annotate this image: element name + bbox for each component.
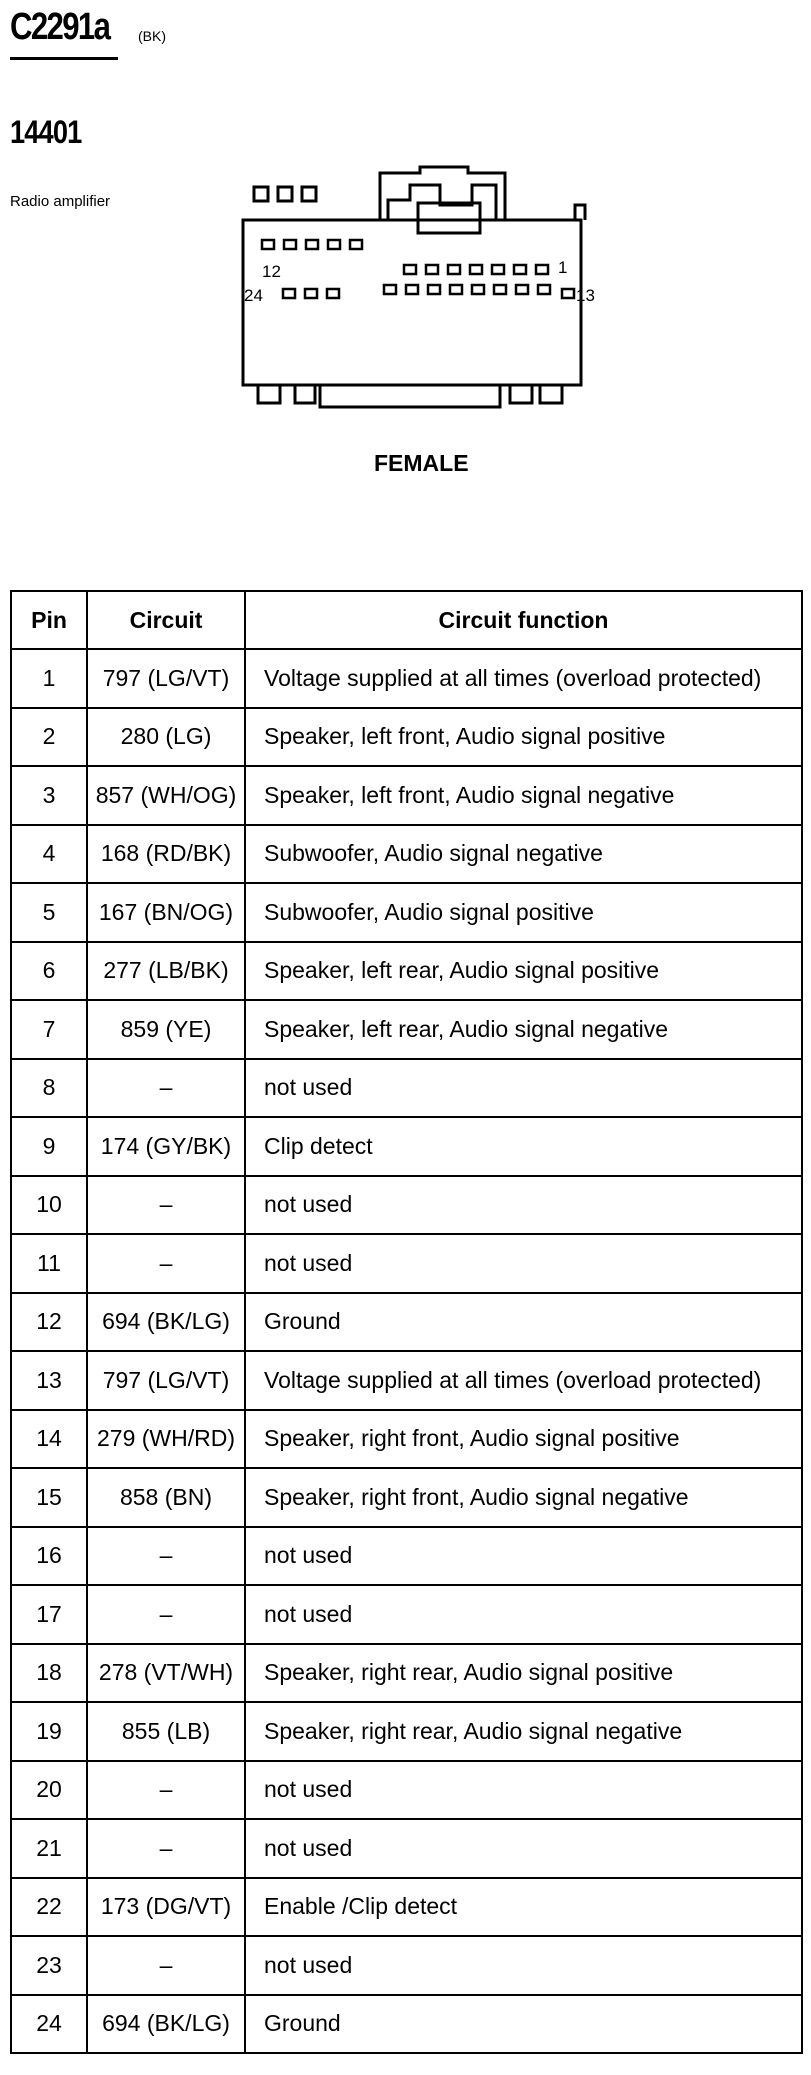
gender-label: FEMALE — [374, 450, 469, 476]
function-cell: Speaker, left front, Audio signal positive — [245, 708, 802, 767]
circuit-cell: – — [87, 1936, 245, 1995]
top-tab — [278, 187, 292, 201]
bottom-tab — [295, 385, 315, 403]
function-cell: not used — [245, 1761, 802, 1820]
cavity-group-upper-left — [262, 240, 362, 249]
circuit-cell: 858 (BN) — [87, 1468, 245, 1527]
circuit-cell: 278 (VT/WH) — [87, 1644, 245, 1703]
bottom-rail — [320, 385, 500, 407]
function-cell: not used — [245, 1819, 802, 1878]
pin-cell: 7 — [11, 1000, 87, 1059]
circuit-cell: 694 (BK/LG) — [87, 1995, 245, 2054]
table-row — [11, 1702, 802, 1761]
circuit-cell: 279 (WH/RD) — [87, 1410, 245, 1469]
circuit-cell: – — [87, 1761, 245, 1820]
table-row — [11, 1059, 802, 1118]
header-pin: Pin — [11, 591, 87, 649]
pin-cell: 12 — [11, 1293, 87, 1352]
function-cell: Speaker, right front, Audio signal negative — [245, 1468, 802, 1527]
circuit-cell: 797 (LG/VT) — [87, 649, 245, 708]
bottom-tab — [540, 385, 562, 403]
pin-cell: 14 — [11, 1410, 87, 1469]
function-cell: Ground — [245, 1995, 802, 2054]
function-cell: Subwoofer, Audio signal negative — [245, 825, 802, 884]
table-row — [11, 649, 802, 708]
circuit-cell: – — [87, 1585, 245, 1644]
pin-cell: 23 — [11, 1936, 87, 1995]
function-cell: not used — [245, 1234, 802, 1293]
circuit-cell: 168 (RD/BK) — [87, 825, 245, 884]
table-row — [11, 766, 802, 825]
table-row — [11, 1293, 802, 1352]
table-row — [11, 1936, 802, 1995]
pin-cell: 4 — [11, 825, 87, 884]
connector-color: (BK) — [138, 28, 166, 44]
circuit-cell: 855 (LB) — [87, 1702, 245, 1761]
table-row — [11, 708, 802, 767]
pin-cell: 19 — [11, 1702, 87, 1761]
pin-cell: 18 — [11, 1644, 87, 1703]
circuit-cell: – — [87, 1176, 245, 1235]
pin-label-12: 12 — [262, 262, 281, 281]
pin-cell: 8 — [11, 1059, 87, 1118]
top-tab — [302, 187, 316, 201]
circuit-cell: 277 (LB/BK) — [87, 942, 245, 1001]
function-cell: not used — [245, 1936, 802, 1995]
table-row — [11, 1351, 802, 1410]
cavity-group-upper-right — [404, 265, 548, 274]
pin-cell: 13 — [11, 1351, 87, 1410]
pin-cell: 5 — [11, 883, 87, 942]
pin-cell: 2 — [11, 708, 87, 767]
top-tab — [254, 187, 268, 201]
table-row — [11, 1819, 802, 1878]
connector-diagram — [240, 165, 600, 425]
function-cell: Speaker, left rear, Audio signal positive — [245, 942, 802, 1001]
part-number: 14401 — [10, 114, 82, 150]
function-cell: not used — [245, 1527, 802, 1586]
circuit-cell: 859 (YE) — [87, 1000, 245, 1059]
table-row — [11, 1117, 802, 1176]
latch-window — [418, 203, 480, 233]
pin-cell: 1 — [11, 649, 87, 708]
table-row — [11, 1176, 802, 1235]
table-row — [11, 1585, 802, 1644]
pin-label-1: 1 — [558, 258, 568, 277]
pin-cell: 9 — [11, 1117, 87, 1176]
table-row — [11, 883, 802, 942]
connector-housing — [243, 220, 581, 385]
circuit-cell: 173 (DG/VT) — [87, 1878, 245, 1937]
corner-tab — [575, 205, 585, 220]
function-cell: Subwoofer, Audio signal positive — [245, 883, 802, 942]
pin-cell: 15 — [11, 1468, 87, 1527]
latch-outline — [380, 167, 505, 220]
function-cell: Ground — [245, 1293, 802, 1352]
circuit-cell: 174 (GY/BK) — [87, 1117, 245, 1176]
table-header-row — [11, 591, 802, 649]
pin-cell: 3 — [11, 766, 87, 825]
table-row — [11, 825, 802, 884]
table-row — [11, 942, 802, 1001]
table-row — [11, 1234, 802, 1293]
function-cell: Speaker, left rear, Audio signal negative — [245, 1000, 802, 1059]
function-cell: Speaker, right rear, Audio signal negative — [245, 1702, 802, 1761]
function-cell: Speaker, right rear, Audio signal positive — [245, 1644, 802, 1703]
table-row — [11, 1644, 802, 1703]
component-name: Radio amplifier — [10, 193, 111, 210]
circuit-cell: – — [87, 1527, 245, 1586]
cavity-group-lower — [283, 285, 574, 298]
table-row — [11, 1761, 802, 1820]
table-row — [11, 1995, 802, 2054]
function-cell: not used — [245, 1176, 802, 1235]
pinout-table — [10, 590, 803, 2054]
function-cell: Speaker, left front, Audio signal negative — [245, 766, 802, 825]
bottom-tab — [510, 385, 532, 403]
circuit-cell: 797 (LG/VT) — [87, 1351, 245, 1410]
header-circuit: Circuit — [87, 591, 245, 649]
circuit-cell: – — [87, 1059, 245, 1118]
pin-cell: 11 — [11, 1234, 87, 1293]
function-cell: Voltage supplied at all times (overload protected) — [245, 1351, 802, 1410]
table-row — [11, 1000, 802, 1059]
header-circuit-function: Circuit function — [245, 591, 802, 649]
circuit-cell: 280 (LG) — [87, 708, 245, 767]
circuit-cell: 167 (BN/OG) — [87, 883, 245, 942]
table-row — [11, 1527, 802, 1586]
title-underline — [10, 57, 118, 60]
function-cell: not used — [245, 1059, 802, 1118]
bottom-tab — [258, 385, 280, 403]
connector-face-drawing — [240, 165, 600, 425]
table-row — [11, 1878, 802, 1937]
pin-label-13: 13 — [576, 286, 595, 305]
pin-cell: 24 — [11, 1995, 87, 2054]
pin-cell: 21 — [11, 1819, 87, 1878]
function-cell: Clip detect — [245, 1117, 802, 1176]
pin-cell: 6 — [11, 942, 87, 1001]
function-cell: Enable /Clip detect — [245, 1878, 802, 1937]
function-cell: Voltage supplied at all times (overload protected) — [245, 649, 802, 708]
pin-cell: 22 — [11, 1878, 87, 1937]
connector-id: C2291a — [10, 6, 110, 48]
pin-cell: 10 — [11, 1176, 87, 1235]
pin-label-24: 24 — [244, 286, 263, 305]
table-row — [11, 1410, 802, 1469]
circuit-cell: 857 (WH/OG) — [87, 766, 245, 825]
pin-cell: 17 — [11, 1585, 87, 1644]
function-cell: not used — [245, 1585, 802, 1644]
pin-cell: 16 — [11, 1527, 87, 1586]
circuit-cell: – — [87, 1819, 245, 1878]
table-row — [11, 1468, 802, 1527]
circuit-cell: 694 (BK/LG) — [87, 1293, 245, 1352]
circuit-cell: – — [87, 1234, 245, 1293]
pin-cell: 20 — [11, 1761, 87, 1820]
function-cell: Speaker, right front, Audio signal positive — [245, 1410, 802, 1469]
